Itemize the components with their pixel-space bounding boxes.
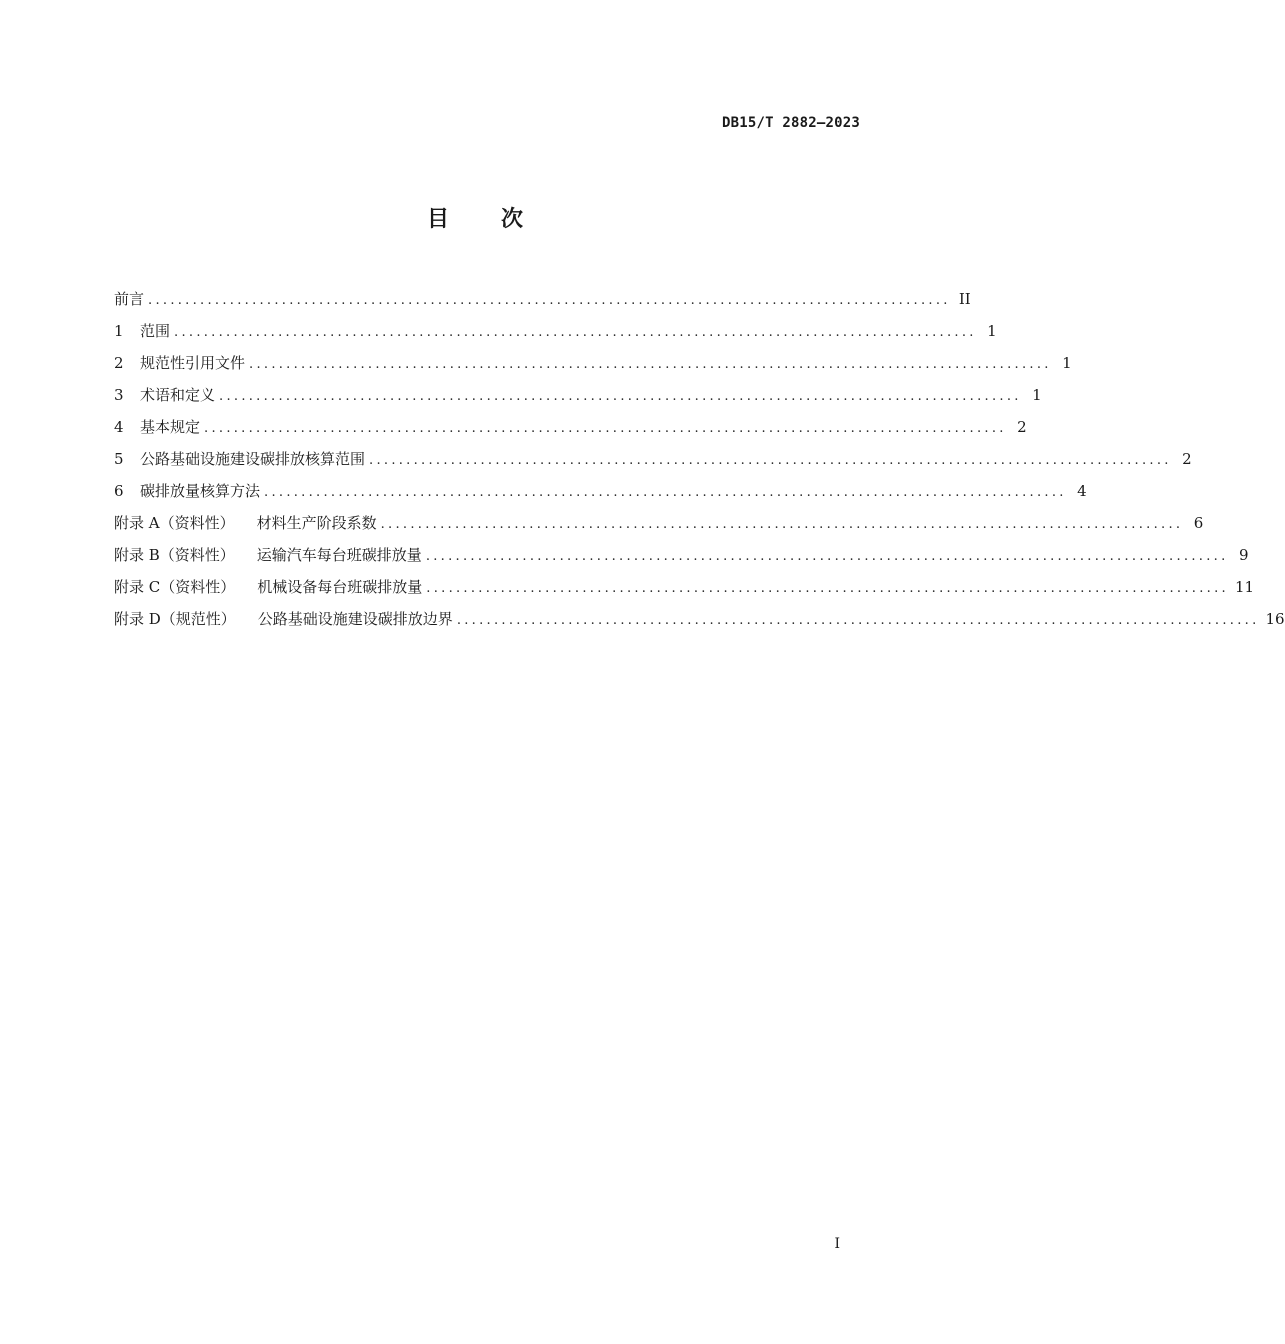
toc-section-number: 3: [114, 386, 124, 404]
toc-page-number: 4: [1077, 482, 1087, 500]
toc-entry-foreword[interactable]: [114, 287, 971, 319]
title-char-left: 目: [426, 207, 449, 232]
table-of-contents: [114, 287, 1285, 639]
toc-section-number: 6: [114, 482, 124, 500]
toc-page-number: 2: [1017, 418, 1027, 436]
toc-page-number: 9: [1238, 546, 1249, 564]
toc-leader-dots: ............................................................................................................: [426, 581, 1229, 596]
title-char-right: 次: [501, 207, 524, 232]
appendix-label: 附录 A（资料性）: [114, 514, 235, 532]
appendix-label: 附录 B（资料性）: [114, 546, 235, 564]
toc-entry-label: 6 碳排放量核算方法: [114, 479, 260, 503]
appendix-label: 附录 C（资料性）: [114, 578, 236, 596]
toc-leader-dots: ............................................................................................................: [219, 389, 1022, 404]
toc-entry-basic-provisions[interactable]: [114, 415, 1027, 447]
document-code: DB15/T 2882—2023: [721, 115, 860, 131]
toc-page-number: II: [958, 290, 971, 308]
toc-entry-label: 前言: [114, 290, 145, 308]
toc-entry-appendix-a[interactable]: [114, 511, 1204, 543]
page-footer-number: I: [834, 1236, 840, 1252]
toc-page-number: 1: [1062, 354, 1072, 372]
toc-page-number: 2: [1182, 450, 1192, 468]
toc-entry-label: [114, 607, 453, 631]
toc-entry-label: 2 规范性引用文件: [114, 351, 245, 375]
toc-entry-normative-references[interactable]: [114, 351, 1072, 383]
toc-page-number: 16: [1265, 610, 1285, 628]
toc-entry-scope[interactable]: [114, 319, 997, 351]
toc-page-number: 1: [987, 322, 997, 340]
toc-leader-dots: ............................................................................................................: [425, 549, 1229, 564]
toc-section-number: 5: [114, 450, 124, 468]
toc-leader-dots: ............................................................................................................: [456, 613, 1260, 628]
appendix-title: 材料生产阶段系数: [256, 514, 377, 532]
toc-entry-label: 4 基本规定: [114, 415, 200, 439]
toc-entry-label: [114, 511, 377, 535]
toc-page-number: 6: [1193, 514, 1204, 532]
toc-leader-dots: ............................................................................................................: [204, 421, 1007, 436]
toc-entry-appendix-c[interactable]: [114, 575, 1255, 607]
toc-entry-label: 3 术语和定义: [114, 383, 215, 407]
toc-leader-dots: ............................................................................................................: [174, 325, 977, 340]
appendix-title: 公路基础设施建设碳排放边界: [257, 610, 453, 628]
toc-page-number: 1: [1032, 386, 1042, 404]
toc-entry-appendix-d[interactable]: [114, 607, 1285, 639]
toc-section-number: 1: [114, 322, 124, 340]
toc-leader-dots: ............................................................................................................: [249, 357, 1052, 372]
toc-entry-label: [114, 575, 422, 599]
toc-leader-dots: ............................................................................................................: [369, 453, 1172, 468]
page-title: [0, 202, 950, 233]
appendix-title: 机械设备每台班碳排放量: [257, 578, 423, 596]
appendix-label: 附录 D（规范性）: [114, 610, 236, 628]
toc-leader-dots: ............................................................................................................: [264, 485, 1067, 500]
toc-entry-terms[interactable]: [114, 383, 1042, 415]
toc-entry-accounting-method[interactable]: [114, 479, 1087, 511]
toc-entry-label: 1 范围: [114, 319, 170, 343]
appendix-title: 运输汽车每台班碳排放量: [256, 546, 422, 564]
toc-section-number: 2: [114, 354, 124, 372]
toc-leader-dots: ............................................................................................................: [148, 293, 951, 308]
toc-leader-dots: ............................................................................................................: [380, 517, 1184, 532]
toc-entry-label: 5 公路基础设施建设碳排放核算范围: [114, 447, 365, 471]
toc-entry-accounting-scope[interactable]: [114, 447, 1192, 479]
toc-page-number: 11: [1234, 578, 1255, 596]
toc-entry-appendix-b[interactable]: [114, 543, 1249, 575]
toc-entry-label: [114, 543, 422, 567]
toc-section-number: 4: [114, 418, 124, 436]
